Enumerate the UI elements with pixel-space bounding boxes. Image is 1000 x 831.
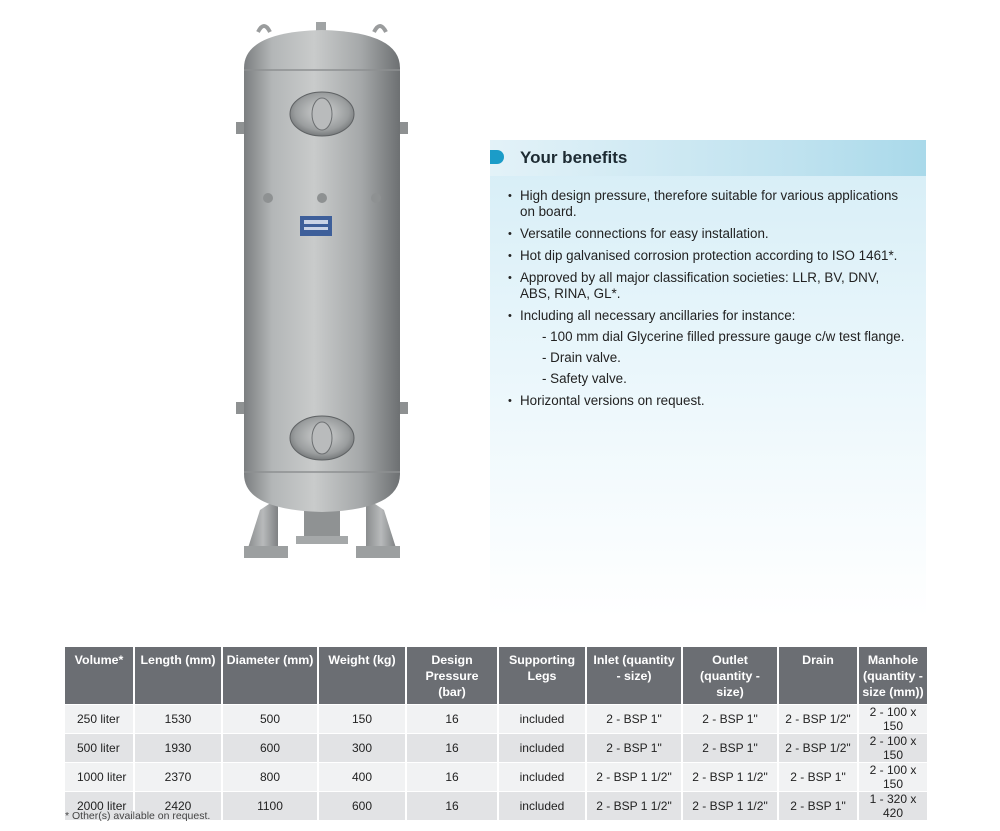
ancillary-item: - Safety valve. (542, 371, 627, 386)
table-cell: 2 - BSP 1" (587, 704, 683, 733)
ancillary-item: - Drain valve. (542, 350, 621, 365)
table-cell: 2 - BSP 1/2" (779, 733, 859, 762)
footnote: * Other(s) available on request. (65, 810, 211, 822)
table-cell: 300 (319, 733, 407, 762)
table-cell: 600 (223, 733, 319, 762)
table-cell: 16 (407, 762, 499, 791)
column-header: Volume* (65, 647, 135, 704)
table-cell: 1 - 320 x 420 (859, 791, 927, 820)
table-cell: included (499, 704, 587, 733)
benefits-panel (490, 140, 926, 618)
benefit-item (508, 308, 908, 387)
table-header-row (65, 647, 927, 704)
table-cell: 2 - BSP 1" (779, 762, 859, 791)
bullet-icon: • (508, 310, 512, 322)
table-cell: 150 (319, 704, 407, 733)
table-cell: 2 - BSP 1" (683, 704, 779, 733)
table-cell: 2 - BSP 1/2" (779, 704, 859, 733)
table-cell: 800 (223, 762, 319, 791)
table-cell: 2370 (135, 762, 223, 791)
column-header: Weight (kg) (319, 647, 407, 704)
table-cell: 250 liter (65, 704, 135, 733)
table-cell: 16 (407, 704, 499, 733)
table-cell: 600 (319, 791, 407, 820)
ancillaries-list (520, 329, 908, 387)
table-cell: 2 - 100 x 150 (859, 704, 927, 733)
benefit-text: Approved by all major classification societies: LLR, BV, DNV, ABS, RINA, GL*. (520, 270, 880, 301)
table-cell: 2000 liter (65, 791, 135, 820)
bullet-icon: • (508, 395, 512, 407)
table-row (65, 704, 927, 733)
benefit-item (508, 188, 908, 220)
benefit-text: Versatile connections for easy installation. (520, 226, 769, 241)
column-header: Drain (779, 647, 859, 704)
benefit-text: Hot dip galvanised corrosion protection according to ISO 1461*. (520, 248, 898, 263)
table-cell: included (499, 733, 587, 762)
table-cell: 2 - 100 x 150 (859, 762, 927, 791)
benefits-title: Your benefits (520, 148, 628, 167)
table-cell: included (499, 791, 587, 820)
bullet-icon: • (508, 190, 512, 202)
column-header: Inlet (quantity - size) (587, 647, 683, 704)
bullet-icon: • (508, 272, 512, 284)
table-cell: 2 - 100 x 150 (859, 733, 927, 762)
column-header: Length (mm) (135, 647, 223, 704)
column-header: Supporting Legs (499, 647, 587, 704)
bullet-icon: • (508, 250, 512, 262)
table-cell: 1930 (135, 733, 223, 762)
table-cell: included (499, 762, 587, 791)
table-row (65, 733, 927, 762)
column-header: Design Pressure (bar) (407, 647, 499, 704)
benefit-text: Horizontal versions on request. (520, 393, 705, 408)
table-cell: 2 - BSP 1" (683, 733, 779, 762)
table-cell: 2 - BSP 1 1/2" (683, 791, 779, 820)
table-cell: 500 (223, 704, 319, 733)
table-cell: 2420 (135, 791, 223, 820)
benefit-list (508, 188, 908, 415)
bullet-icon: • (508, 228, 512, 240)
benefit-item (508, 393, 908, 409)
benefit-text: Including all necessary ancillaries for instance: (520, 308, 796, 323)
table-cell: 2 - BSP 1" (587, 733, 683, 762)
table-cell: 1000 liter (65, 762, 135, 791)
ancillary-item: - 100 mm dial Glycerine filled pressure gauge c/w test flange. (542, 329, 905, 344)
column-header: Diameter (mm) (223, 647, 319, 704)
specification-table (65, 647, 927, 820)
table-cell: 16 (407, 791, 499, 820)
benefits-header (490, 140, 926, 176)
table-cell: 16 (407, 733, 499, 762)
benefit-item (508, 270, 908, 302)
table-cell: 1100 (223, 791, 319, 820)
column-header: Manhole (quantity - size (mm)) (859, 647, 927, 704)
table-row (65, 762, 927, 791)
benefit-text: High design pressure, therefore suitable for various applications on board. (520, 188, 899, 219)
table-cell: 2 - BSP 1 1/2" (683, 762, 779, 791)
benefit-item (508, 226, 908, 242)
benefit-item (508, 248, 908, 264)
column-header: Outlet (quantity - size) (683, 647, 779, 704)
table-cell: 500 liter (65, 733, 135, 762)
table-cell: 2 - BSP 1 1/2" (587, 762, 683, 791)
table-cell: 1530 (135, 704, 223, 733)
table-cell: 2 - BSP 1 1/2" (587, 791, 683, 820)
table-cell: 2 - BSP 1" (779, 791, 859, 820)
header-marker-icon (490, 150, 504, 164)
table-cell: 400 (319, 762, 407, 791)
air-receiver-tank-image (236, 18, 408, 566)
